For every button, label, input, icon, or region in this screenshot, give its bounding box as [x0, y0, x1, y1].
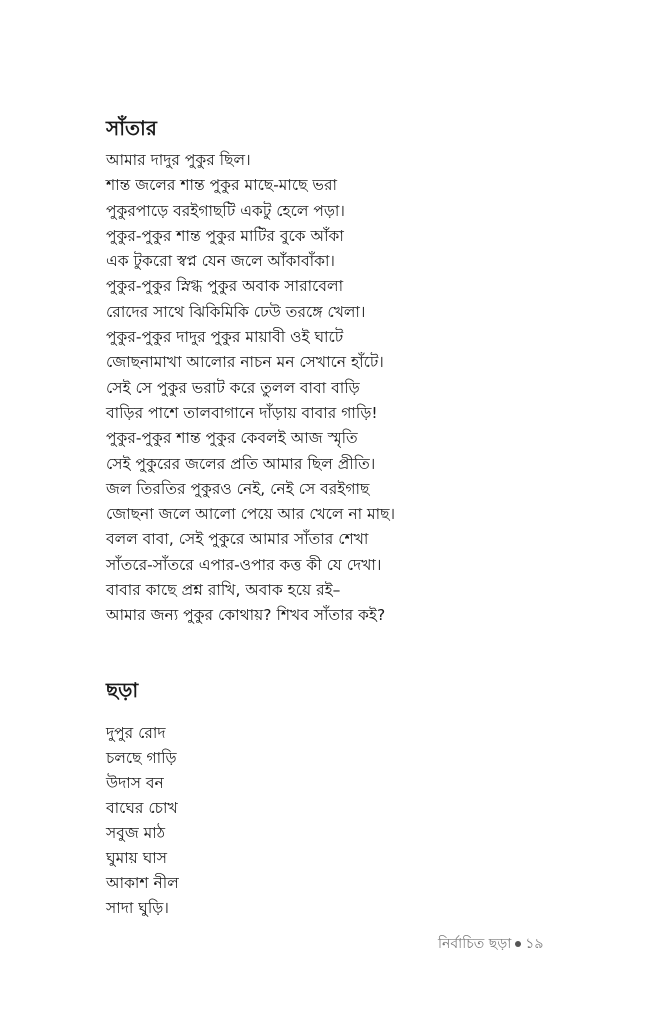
poem-line: উদাস বন: [106, 774, 164, 792]
poem-line: জোছনা জলে আলো পেয়ে আর খেলে না মাছ।: [106, 505, 396, 524]
page-number: ১৯: [525, 936, 544, 952]
poem-line: পুকুর-পুকুর স্নিগ্ধ পুকুর অবাক সারাবেলা: [106, 277, 344, 296]
poem-line: আমার দাদুর পুকুর ছিল।: [106, 151, 251, 169]
poem-line: জল তিরতির পুকুরও নেই, নেই সে বরইগাছ: [106, 479, 370, 498]
poem-line: রোদের সাথে ঝিকিমিকি ঢেউ তরঙ্গে খেলা।: [106, 302, 366, 321]
running-book-title: নির্বাচিত ছড়া: [438, 936, 512, 952]
poem-line: বলল বাবা, সেই পুকুরে আমার সাঁতার শেখা: [106, 530, 369, 549]
poem-line: পুকুর-পুকুর দাদুর পুকুর মায়াবী ওই ঘাটে: [106, 328, 344, 347]
poem-line: এক টুকরো স্বপ্ন যেন জলে আঁকাবাঁকা।: [106, 252, 335, 271]
poem-line: বাড়ির পাশে তালবাগানে দাঁড়ায় বাবার গাড়ি!: [106, 403, 378, 422]
poem-line: সাদা ঘুড়ি।: [106, 899, 169, 917]
poem-line: জোছনামাখা আলোর নাচন মন সেখানে হাঁটে।: [106, 353, 384, 372]
poem-line: সেই পুকুরের জলের প্রতি আমার ছিল প্রীতি।: [106, 454, 376, 473]
poem-line: সবুজ মাঠ: [106, 824, 166, 842]
poem-line: আকাশ নীল: [106, 874, 179, 892]
page-footer: [438, 932, 543, 956]
poem-line: শান্ত জলের শান্ত পুকুর মাছে-মাছে ভরা: [106, 176, 338, 195]
poem-line: বাবার কাছে প্রশ্ন রাখি, অবাক হয়ে রই–: [106, 581, 341, 600]
poem-line: সেই সে পুকুর ভরাট করে তুলল বাবা বাড়ি: [106, 378, 360, 397]
poem-line: পুকুরপাড়ে বরইগাছটি একটু হেলে পড়া।: [106, 201, 345, 220]
poem-line: ঘুমায় ঘাস: [106, 849, 168, 867]
poem-line: দুপুর রোদ: [106, 724, 166, 742]
bullet-dot-icon: [515, 941, 521, 947]
poem-line: চলছে গাড়ি: [106, 749, 177, 767]
poem-line: বাঘের চোখ: [106, 799, 178, 817]
poem-body-satar: [106, 148, 395, 629]
poem-line: আমার জন্য পুকুর কোথায়? শিখব সাঁতার কই?: [106, 606, 386, 625]
poem-line: পুকুর-পুকুর শান্ত পুকুর মাটির বুকে আঁকা: [106, 226, 344, 245]
poem-body-chhora: [106, 721, 179, 921]
poem-line: সাঁতরে-সাঁতরে এপার-ওপার কত্ত কী যে দেখা।: [106, 555, 382, 574]
poem-title-satar: সাঁতার: [106, 116, 157, 140]
poem-line: পুকুর-পুকুর শান্ত পুকুর কেবলই আজ স্মৃতি: [106, 429, 358, 448]
poem-title-chhora: ছড়া: [106, 678, 139, 702]
